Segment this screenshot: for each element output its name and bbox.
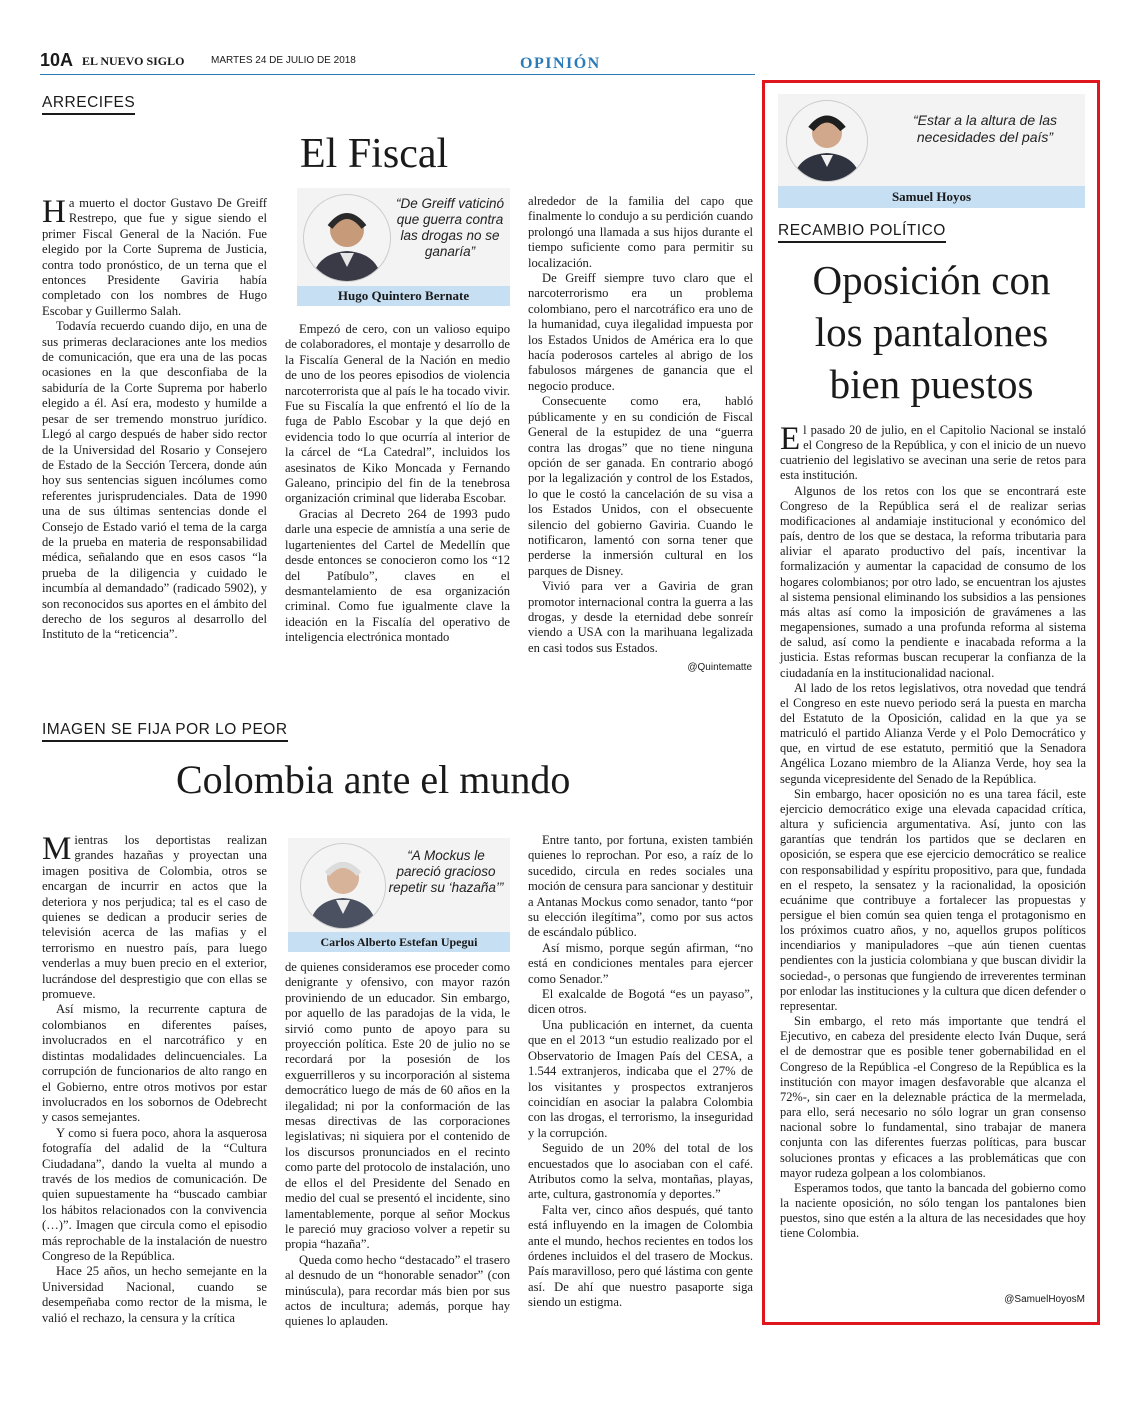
paragraph: alrededor de la familia del capo que finalmente lo condujo a su perdición cuando prolongó una llamada a sus hijos durante el tiempo suficiente como para permitir su localización.	[528, 194, 753, 270]
paragraph: Esperamos todos, que tanto la bancada del gobierno como la naciente oposición, no sólo tengan los pantalones bien puestos, sino que estén a la altura de las necesidades que hoy tiene Colombia.	[780, 1180, 1086, 1241]
article2-kicker: IMAGEN SE FIJA POR LO PEOR	[42, 721, 288, 742]
paragraph: Entre tanto, por fortuna, existen también quienes lo reprochan. Por eso, a raíz de lo sucedido, circula en redes sociales una moción de censura para sancionar y destituir a Antanas Mockus como senador, tanto “por su elección ilegítima”, como por sus actos de escándalo público.	[528, 833, 753, 940]
paragraph: Sin embargo, el reto más importante que tendrá el Ejecutivo, en cabeza del presidente electo Iván Duque, será el de demostrar que es posible tener gobernabilidad en el Congreso de la República -el Congreso de la República es la institución con mayor imagen desfavorable que alcanza el 72%-, sin caer en la deleznable práctica de la mermelada, para ello, será necesario no sólo lograr un gran consenso nacional sobre lo fundamental, sino trabajar de manera conjunta con las diferentes fuerzas políticas, para buscar soluciones prontas y eficaces a las problemáticas que con mayor rudeza golpean a los colombianos.	[780, 1014, 1086, 1180]
paragraph: Todavía recuerdo cuando dijo, en una de sus primeras declaraciones ante los medios de comunicación, que era una de las pocas ocasiones en la que desconfiaba de la sabiduría de la Corte Suprema por haberlo elegido a él. Así era, modesto y humilde a pesar de ser tremendo monstruo jurídico. Llegó al cargo después de haber sido rector de la Universidad del Rosario y Consejero de Estado de la Sección Tercera, donde aún hoy sus sentencias siguen incólumes como referentes jurisprudenciales. Data de 1990 una de sus últimas sentencias donde el Consejo de Estado varió el tema de la carga de la prueba en materia de responsabilidad médica, señalando que en esos casos “la prueba de la diligencia y cuidado le incumbía al demandado” (radicado 5902), y son reconocidos sus aportes en el ámbito del derecho de los seguros al desarrollo del Instituto de la “reticencia”.	[42, 319, 267, 642]
article3-kicker: RECAMBIO POLÍTICO	[778, 222, 946, 243]
article2-column-1	[42, 833, 267, 1326]
issue-date: MARTES 24 DE JULIO DE 2018	[211, 55, 356, 66]
paragraph: Empezó de cero, con un valioso equipo de colaboradores, el montaje y desarrollo de la Fiscalía General de la Nación en medio de uno de los peores episodios de violencia narcoterrorista que al país le ha tocado vivir. Fue su Fiscalía la que enfrentó el lío de la fuga de Pablo Escobar y la que dejó en evidencia todo lo que ocurría al interior de la cárcel de “La Catedral”, incluidos los asesinatos de Kiko Moncada y Fernando Galeano, principio del fin de la tenebrosa organización criminal que lideraba Escobar.	[285, 322, 510, 506]
article3-body	[780, 423, 1086, 1241]
masthead	[40, 50, 1100, 74]
paragraph: Una publicación en internet, da cuenta que en el 2013 “un estudio realizado por el Observatorio de Imagen País del CESA, a 1.544 extranjeros, indicaba que el 27% de los visitantes y prospectos extranjeros coincidían en asociar la palabra Colombia con las drogas, el terrorismo, la inseguridad y la corrupción.	[528, 1017, 753, 1140]
author-handle: @SamuelHoyosM	[1004, 1294, 1085, 1305]
author-handle: @Quintematte	[687, 662, 752, 673]
dropcap: E	[780, 421, 801, 457]
article1-author-box	[297, 188, 510, 308]
paragraph: De Greiff siempre tuvo claro que el narcoterrorismo era un problema colombiano, pero el narcotráfico era uno de la humanidad, cuya ilegalidad impuesta por los Estados Unidos de América era lo que hacía poderosos carteles al abrigo de los fabulosos márgenes de ganancia que el negocio produce.	[528, 271, 753, 393]
author-portrait	[303, 194, 391, 282]
article2-column-2	[285, 960, 510, 1330]
article3-author-box	[778, 94, 1085, 210]
title-line: Oposición con	[812, 257, 1051, 303]
dropcap: H	[42, 194, 66, 230]
author-quote: “Estar a la altura de las necesidades del país”	[913, 112, 1057, 145]
author-portrait	[786, 100, 868, 182]
paragraph: Y como si fuera poco, ahora la asquerosa fotografía del adalid de la “Cultura Ciudadana”, dando la vuelta al mundo a través de los medios de comunicación. De quien supuestamente ha “buscado cambiar los hábitos relacionados con la convivencia (…)”. Imagen que circula como el episodio más reprochable de la instalación de nuestro Congreso de la República.	[42, 1125, 267, 1263]
paragraph: Sin embargo, hacer oposición no es una tarea fácil, este ejercicio democrático exige una elevada capacidad crítica, altura y suficiencia argumentativa. Así, junto con las garantías que tendrán los partidos que se declaren en oposición, se espera que ese ejercicio democrático se realice con responsabilidad y espíritu propositivo, para que, fundada en el respeto, la sensatez y la racionalidad, la oposición ecuánime que contribuye a fortalecer las propuestas y persigue el bien común sea quien tenga el protagonismo en los próximos cuatro años, y no, aquellos grupos políticos incendiarios y manipuladores –que aún tienen cuentas pendientes con la justicia colombiana y que buscan dividir la sociedad-, o personas que fungiendo de irreverentes terminan por enlodar las instituciones y la cultura que dicen defender o representar.	[780, 786, 1086, 1013]
masthead-rule	[40, 74, 755, 75]
paragraph: Así mismo, la recurrente captura de colombianos en diferentes países, involucrados en el narcotráfico y en distintas modalidades delincuenciales. La corrupción de funcionarios de alto rango en el Gobierno, entre otros motivos por estar involucrados en los sobornos de Odebrecht y casos semejantes.	[42, 1002, 267, 1125]
article1-kicker: ARRECIFES	[42, 94, 135, 115]
dropcap: M	[42, 831, 72, 867]
title-line: los pantalones	[814, 309, 1049, 355]
author-name: Hugo Quintero Bernate	[297, 286, 510, 306]
paragraph: Gracias al Decreto 264 de 1993 pudo darle una especie de amnistía a una serie de lugartenientes del Cartel de Medellín que desde entonces se conocieron como los “12 del Patíbulo”, claves en el desmantelamiento de esa organización criminal. Como fue igualmente clave la ideación en la Fiscalía del operativo de inteligencia electrónica montado	[285, 506, 510, 645]
paragraph: Algunos de los retos con los que se encontrará este Congreso de la República será el de realizar serias modificaciones al andamiaje institucional y económico del país, dentro de los que se destaca, la reforma tributaria para aliviar el aparato productivo del país, incentivar la formalización y aumentar la capacidad de consumo de los hogares colombianos; por otro lado, se encuentran los ajustes al sistema pensional eliminando los subsidios a las pensiones más altas así como la imposición de gravámenes a las megapensiones, sumado a una profunda reforma al sistema de salud, así como la pendiente e inacabada reforma a la justicia. Estas reformas buscan recuperar la confianza de la ciudadanía en la institucionalidad nacional.	[780, 483, 1086, 680]
title-line: bien puestos	[829, 361, 1034, 407]
article1-column-3	[528, 194, 753, 656]
newspaper-name: EL NUEVO SIGLO	[82, 54, 185, 68]
article2-title: Colombia ante el mundo	[176, 757, 571, 802]
section-name: OPINIÓN	[520, 55, 601, 72]
author-portrait	[300, 843, 386, 929]
paragraph: Falta ver, cinco años después, qué tanto está influyendo en la imagen de Colombia ante el mundo, hechos recientes en todos los órdenes incluidos el del trasero de Mockus. País maravilloso, pero qué lástima con gente así. De ahí que nuestro pasaporte siga siendo un estigma.	[528, 1202, 753, 1310]
paragraph: a muerto el doctor Gustavo De Greiff Restrepo, que fue y sigue siendo el primer Fiscal General de la Nación. Fue elegido por la Corte Suprema de Justicia, contra todo pronóstico, de un terna que el entonces Presidente Gaviria había completado con los nombres de Hugo Escobar y Guillermo Salah.	[42, 196, 267, 318]
author-name: Carlos Alberto Estefan Upegui	[288, 932, 510, 952]
paragraph: Hace 25 años, un hecho semejante en la Universidad Nacional, cuando se desempeñaba como rector de la misma, le valió el rechazo, la censura y la crítica	[42, 1264, 267, 1325]
author-name: Samuel Hoyos	[778, 186, 1085, 208]
article1-column-1	[42, 196, 267, 643]
article1-title: El Fiscal	[300, 131, 449, 177]
paragraph: Seguido de un 20% del total de los encuestados que lo asociaban con el café. Atributos como la selva, montañas, playas, arte, cultura, gastronomía y deportes.”	[528, 1141, 753, 1202]
article2-author-box	[288, 838, 510, 954]
paragraph: Queda como hecho “destacado” el trasero al desnudo de un “honorable senador” (con minúscula), para recordar más bien por sus actos de incultura; además, porque hay quienes lo aplauden.	[285, 1252, 510, 1329]
paragraph: Vivió para ver a Gaviria de gran promotor internacional contra la guerra a las drogas, y desde la eternidad debe sonreír viendo a USA con la marihuana legalizada en casi todos sus Estados.	[528, 579, 753, 655]
author-quote: “A Mockus le pareció gracioso repetir su ‘hazaña’”	[388, 848, 504, 895]
paragraph: l pasado 20 de julio, en el Capitolio Nacional se instaló el Congreso de la República, y con el inicio de un nuevo cuatrienio del legislativo se avecinan una serie de retos para esta institución.	[780, 423, 1086, 483]
page-number: 10A	[40, 50, 74, 70]
author-quote: “De Greiff vaticinó que guerra contra las drogas no se ganaría”	[395, 196, 505, 259]
article2-column-3	[528, 833, 753, 1311]
paragraph: El exalcalde de Bogotá “es un payaso”, dicen otros.	[528, 987, 753, 1017]
paragraph: de quienes consideramos ese proceder como denigrante y ofensivo, con mayor razón proviniendo de un educador. Sin embargo, por aquello de las paradojas de la vida, le sirvió como punto de apoyo para su proyección política. Este 20 de julio no se recordará por la posesión de los exguerrilleros y su incorporación al sistema democrático luego de más de 60 años en la ilegalidad; ni por la conformación de las mesas directivas de las corporaciones legislativas; ni siquiera por el contenido de los discursos pronunciados en el recinto como parte del protocolo de instalación, uno de ellos el del Presidente del Senado en medio del cual se presentó el incidente, sino lamentablemente, porque al señor Mockus le pareció muy gracioso volver a repetir su propia “hazaña”.	[285, 960, 510, 1252]
article3-title	[778, 254, 1085, 410]
paragraph: Así mismo, porque según afirman, “no está en condiciones mentales para ejercer como Senador.”	[528, 940, 753, 986]
paragraph: Consecuente como era, habló públicamente y en su condición de Fiscal General de la estupidez de una “guerra contra las drogas” que no tiene ninguna opción de ser ganada. En contrario abogó por la legalización y control de los Estados, lo que le costó la cancelación de su visa a los Estados Unidos, con el obsecuente silencio del gobierno Gaviria. Cuando le notificaron, lamentó con sorna tener que perderse la inmersión cultural en los parques de Disney.	[528, 394, 753, 578]
article1-column-2	[285, 322, 510, 646]
paragraph: Al lado de los retos legislativos, otra novedad que tendrá el Congreso en este nuevo periodo será la puesta en marcha del Estatuto de la Oposición, calidad en la que ya se matriculó el partido Alianza Verde y el Polo Democrático y que, en virtud de ese estatuto, permitió que la Senadora Angélica Lozano miembro de la Alianza Verde, hoy sea la segunda vicepresidente del Senado de la República.	[780, 680, 1086, 786]
paragraph: ientras los deportistas realizan grandes hazañas y proyectan una imagen positiva de Colombia, otros se encargan de incurrir en actos que la deteriora y nos perjudica; tal es el caso de quienes se dedican a producir series de televisión acerca de las mafias y el terrorismo en nuestro país, para luego venderlas a muy buen precio en el exterior, lucrándose del desprestigio que con ellas se promueve.	[42, 833, 267, 1002]
